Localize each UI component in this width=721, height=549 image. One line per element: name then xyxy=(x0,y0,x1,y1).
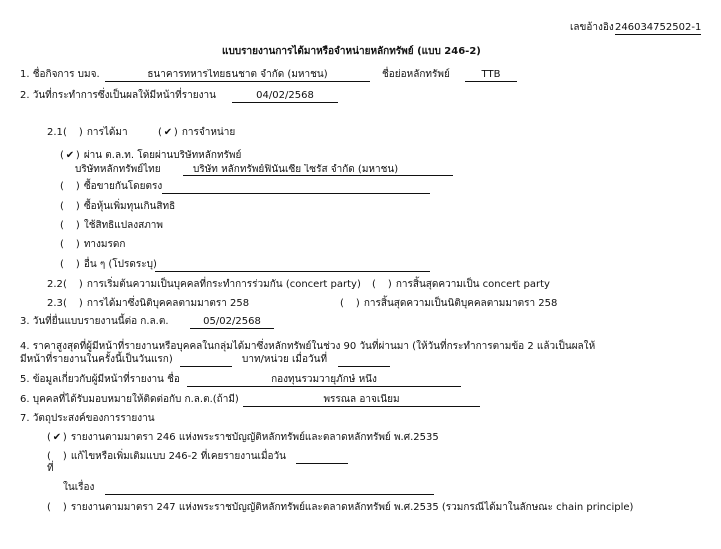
option-direct-label: ซื้อขายกันโดยตรง xyxy=(83,181,163,192)
checkbox-concert-start xyxy=(63,279,83,291)
checkbox-close-paren: ) xyxy=(62,502,67,513)
max-price-date-field xyxy=(338,354,390,367)
contact-person-field: พรรณล อาจเนียม xyxy=(243,394,480,407)
checkbox-concert-end xyxy=(372,279,392,291)
option-section-247 xyxy=(47,502,633,514)
company-label: 1. ชื่อกิจการ บมจ. xyxy=(20,69,100,80)
option-concert-end xyxy=(372,279,550,291)
company-name-field: ธนาคารทหารไทยธนชาต จำกัด (มหาชน) xyxy=(105,69,370,82)
amendment-subject-label: ในเรื่อง xyxy=(63,482,95,493)
option-rights-label: ซื้อหุ้นเพิ่มทุนเกินสิทธิ xyxy=(83,201,176,212)
checkbox-via-set xyxy=(60,150,80,162)
checkbox-open-paren: ( xyxy=(60,220,64,231)
check-mark-icon: ✔ xyxy=(52,432,62,443)
checkbox-close-paren: ) xyxy=(75,150,80,161)
check-mark-icon: ✔ xyxy=(163,127,173,138)
option-acquire-label: การได้มา xyxy=(86,127,128,138)
option-conversion-label: ใช้สิทธิแปลงสภาพ xyxy=(83,220,163,231)
checkbox-open-paren: ( xyxy=(158,127,162,138)
checkbox-inheritance xyxy=(60,239,80,251)
checkbox-close-paren: ) xyxy=(75,181,80,192)
option-direct xyxy=(60,181,162,193)
checkbox-rights xyxy=(60,201,80,213)
price-unit-label: บาท/หน่วย เมื่อวันที่ xyxy=(242,354,328,365)
option-s258-acquire xyxy=(63,298,249,310)
option-section-246-label: รายงานตามมาตรา 246 แห่งพระราชบัญญัติหลักทรัพย์และตลาดหลักทรัพย์ พ.ศ.2535 xyxy=(70,432,439,443)
checkbox-close-paren: ) xyxy=(78,298,83,309)
checkbox-other xyxy=(60,259,80,271)
reference-number: 246034752502-1 xyxy=(615,22,701,33)
option-conversion xyxy=(60,220,163,232)
max-price-text-line2: มีหน้าที่รายงานในครั้งนี้เป็นวันแรก) xyxy=(20,354,173,365)
checkbox-open-paren: ( xyxy=(63,127,67,138)
section-2-2-number: 2.2 xyxy=(47,279,63,290)
option-concert-end-label: การสิ้นสุดความเป็น concert party xyxy=(395,279,550,290)
option-other xyxy=(60,259,157,271)
broker-label: บริษัทหลักทรัพย์ไทย xyxy=(75,164,161,175)
amendment-label-suffix: ที่ xyxy=(47,463,54,474)
checkbox-conversion xyxy=(60,220,80,232)
checkbox-open-paren: ( xyxy=(60,150,64,161)
ticker-label: ชื่อย่อหลักทรัพย์ xyxy=(382,69,450,80)
option-s258-end-label: การสิ้นสุดความเป็นนิติบุคคลตามมาตรา 258 xyxy=(363,298,558,309)
checkbox-close-paren: ) xyxy=(75,239,80,250)
option-amendment xyxy=(47,451,286,463)
option-s258-end xyxy=(340,298,557,310)
form-title: แบบรายงานการได้มาหรือจำหน่ายหลักทรัพย์ (แบบ 246-2) xyxy=(222,46,481,57)
checkbox-close-paren: ) xyxy=(62,432,67,443)
option-dispose xyxy=(158,127,235,139)
filing-date-field: 05/02/2568 xyxy=(190,316,274,329)
option-via-set-label: ผ่าน ต.ล.ท. โดยผ่านบริษัทหลักทรัพย์ xyxy=(83,150,242,161)
checkbox-open-paren: ( xyxy=(60,239,64,250)
option-acquire xyxy=(63,127,128,139)
checkbox-open-paren: ( xyxy=(47,451,51,462)
option-inheritance xyxy=(60,239,125,251)
checkbox-open-paren: ( xyxy=(372,279,376,290)
option-amendment-label: แก้ไขหรือเพิ่มเติมแบบ 246-2 ที่เคยรายงานเมื่อวัน xyxy=(70,451,287,462)
option-dispose-label: การจำหน่าย xyxy=(181,127,236,138)
reference-label: เลขอ้างอิง xyxy=(570,22,614,33)
checkbox-close-paren: ) xyxy=(355,298,360,309)
checkbox-open-paren: ( xyxy=(60,181,64,192)
transaction-date-label: 2. วันที่กระทำการซึ่งเป็นผลให้มีหน้าที่รายงาน xyxy=(20,90,216,101)
checkbox-open-paren: ( xyxy=(63,298,67,309)
checkbox-close-paren: ) xyxy=(62,451,67,462)
direct-trade-field xyxy=(162,181,430,194)
reporter-label: 5. ข้อมูลเกี่ยวกับผู้มีหน้าที่รายงาน ชื่อ xyxy=(20,374,180,385)
checkbox-open-paren: ( xyxy=(60,259,64,270)
max-price-text-line1: 4. ราคาสูงสุดที่ผู้มีหน้าที่รายงานหรือบุคคลในกลุ่มได้มาซึ่งหลักทรัพย์ในช่วง 90 วันที่ผ่านมา (ให้วันที่กระทำการตามข้อ 2 แล้วเป็นผลให้ xyxy=(20,341,596,352)
checkbox-close-paren: ) xyxy=(173,127,178,138)
amendment-date-field xyxy=(296,451,348,464)
broker-field: บริษัท หลักทรัพย์ฟินันเซีย ไซรัส จำกัด (มหาชน) xyxy=(183,164,453,176)
option-rights xyxy=(60,201,175,213)
option-via-set xyxy=(60,150,241,162)
other-specify-field xyxy=(155,259,430,272)
option-section-246 xyxy=(47,432,439,444)
option-concert-start-label: การเริ่มต้นความเป็นบุคคลที่กระทำการร่วมกัน (concert party) xyxy=(86,279,361,290)
filing-date-label: 3. วันที่ยื่นแบบรายงานนี้ต่อ ก.ล.ต. xyxy=(20,316,169,327)
checkbox-section-247 xyxy=(47,502,67,514)
checkbox-close-paren: ) xyxy=(78,127,83,138)
option-s258-acquire-label: การได้มาซึ่งนิติบุคคลตามมาตรา 258 xyxy=(86,298,250,309)
checkbox-close-paren: ) xyxy=(78,279,83,290)
checkbox-open-paren: ( xyxy=(47,432,51,443)
purpose-label: 7. วัตถุประสงค์ของการรายงาน xyxy=(20,413,155,424)
checkbox-acquire xyxy=(63,127,83,139)
checkbox-open-paren: ( xyxy=(63,279,67,290)
checkbox-direct xyxy=(60,181,80,193)
checkbox-close-paren: ) xyxy=(75,259,80,270)
contact-person-label: 6. บุคคลที่ได้รับมอบหมายให้ติดต่อกับ ก.ล.ต.(ถ้ามี) xyxy=(20,394,239,405)
checkbox-open-paren: ( xyxy=(60,201,64,212)
amendment-subject-field xyxy=(105,482,434,495)
option-section-247-label: รายงานตามมาตรา 247 แห่งพระราชบัญญัติหลักทรัพย์และตลาดหลักทรัพย์ พ.ศ.2535 (รวมกรณีได้มาในลักษณะ chain principle) xyxy=(70,502,634,513)
checkbox-s258-end xyxy=(340,298,360,310)
option-concert-start xyxy=(63,279,361,291)
option-inheritance-label: ทางมรดก xyxy=(83,239,126,250)
checkbox-open-paren: ( xyxy=(47,502,51,513)
section-2-3-number: 2.3 xyxy=(47,298,63,309)
reporter-name-field: กองทุนรวมวายุภักษ์ หนึ่ง xyxy=(187,374,461,387)
checkbox-s258-acquire xyxy=(63,298,83,310)
checkbox-open-paren: ( xyxy=(340,298,344,309)
max-price-field xyxy=(180,354,232,367)
option-other-label: อื่น ๆ (โปรดระบุ) xyxy=(83,259,157,270)
checkbox-close-paren: ) xyxy=(75,220,80,231)
check-mark-icon: ✔ xyxy=(65,150,75,161)
checkbox-amendment xyxy=(47,451,67,463)
section-2-1-number: 2.1 xyxy=(47,127,63,138)
ticker-field: TTB xyxy=(465,69,517,82)
checkbox-dispose xyxy=(158,127,178,139)
checkbox-close-paren: ) xyxy=(387,279,392,290)
transaction-date-field: 04/02/2568 xyxy=(232,90,338,103)
checkbox-close-paren: ) xyxy=(75,201,80,212)
checkbox-section-246 xyxy=(47,432,67,444)
